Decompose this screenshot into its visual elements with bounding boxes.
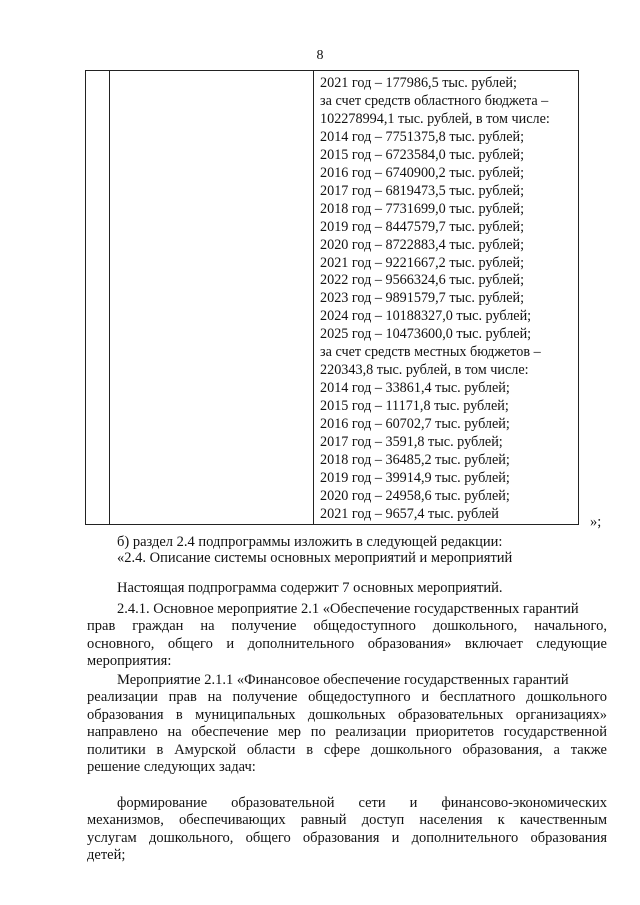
paragraph-line: механизмов, обеспечивающих равный доступ населения к качественным	[87, 812, 607, 829]
funding-line: за счет средств областного бюджета –	[320, 92, 549, 109]
funding-line: 2015 год – 11171,8 тыс. рублей;	[320, 398, 509, 415]
paragraph-tasks	[87, 795, 607, 865]
paragraph-main-event-2-4-1	[87, 601, 607, 671]
funding-line: 2020 год – 24958,6 тыс. рублей;	[320, 487, 510, 504]
table-cell-number	[86, 71, 110, 525]
paragraph-line: направлено на обеспечение мер по реализации приоритетов государственной	[87, 724, 607, 741]
paragraph-line: мероприятия:	[87, 653, 172, 670]
closing-quote: »;	[590, 514, 602, 530]
funding-line: 2014 год – 33861,4 тыс. рублей;	[320, 380, 510, 397]
paragraph-line: образования в муниципальных дошкольных образовательных организациях»	[87, 706, 607, 723]
funding-line: 2017 год – 6819473,5 тыс. рублей;	[320, 182, 525, 199]
funding-line: 2022 год – 9566324,6 тыс. рублей;	[320, 272, 525, 289]
funding-line: 2024 год – 10188327,0 тыс. рублей;	[320, 308, 532, 325]
funding-line: 2021 год – 9221667,2 тыс. рублей;	[320, 254, 525, 271]
funding-line: 2016 год – 60702,7 тыс. рублей;	[320, 416, 510, 433]
paragraph-line: решение следующих задач:	[87, 759, 256, 776]
funding-line: 2017 год – 3591,8 тыс. рублей;	[320, 434, 503, 451]
paragraph-line: политики в Амурской области в сфере дошкольного образования, а также	[87, 741, 607, 758]
paragraph-line: формирование образовательной сети и финансово-экономических	[117, 795, 607, 811]
edit-instruction: б) раздел 2.4 подпрограммы изложить в следующей редакции:	[117, 534, 503, 550]
paragraph-line: реализации прав на получение общедоступного и бесплатного дошкольного	[87, 689, 607, 706]
funding-line: 2019 год – 8447579,7 тыс. рублей;	[320, 218, 525, 235]
funding-line: 2020 год – 8722883,4 тыс. рублей;	[320, 236, 525, 253]
funding-line: 2023 год – 9891579,7 тыс. рублей;	[320, 290, 525, 307]
funding-line: 2015 год – 6723584,0 тыс. рублей;	[320, 146, 525, 163]
page-number: 8	[316, 48, 324, 63]
funding-line: 2014 год – 7751375,8 тыс. рублей;	[320, 128, 525, 145]
paragraph-line: услугам дошкольного, общего образования и дополнительного образования	[87, 829, 607, 846]
paragraph-line: основного, общего и дополнительного образования» включает следующие	[87, 635, 607, 652]
funding-line: 2025 год – 10473600,0 тыс. рублей;	[320, 326, 532, 343]
funding-line: за счет средств местных бюджетов –	[320, 344, 541, 361]
funding-line: 2021 год – 177986,5 тыс. рублей;	[320, 75, 517, 91]
funding-line: 2018 год – 36485,2 тыс. рублей;	[320, 452, 510, 469]
funding-line: 2021 год – 9657,4 тыс. рублей	[320, 505, 499, 522]
funding-table	[85, 70, 579, 525]
paragraph-event-2-1-1	[87, 672, 607, 776]
funding-line: 2019 год – 39914,9 тыс. рублей;	[320, 469, 510, 486]
funding-line: 102278994,1 тыс. рублей, в том числе:	[320, 110, 550, 127]
table-cell-funding	[314, 71, 579, 525]
table-row	[86, 71, 579, 525]
table-cell-parameter	[110, 71, 314, 525]
paragraph-line: Мероприятие 2.1.1 «Финансовое обеспечение государственных гарантий	[117, 672, 569, 688]
funding-line: 220343,8 тыс. рублей, в том числе:	[320, 362, 529, 379]
paragraph-intro: Настоящая подпрограмма содержит 7 основных мероприятий.	[117, 580, 503, 596]
paragraph-line: прав граждан на получение общедоступного дошкольного, начального,	[87, 618, 607, 635]
paragraph-line: 2.4.1. Основное мероприятие 2.1 «Обеспечение государственных гарантий	[117, 601, 579, 617]
funding-line: 2016 год – 6740900,2 тыс. рублей;	[320, 164, 525, 181]
funding-line: 2018 год – 7731699,0 тыс. рублей;	[320, 200, 525, 217]
section-heading: «2.4. Описание системы основных мероприятий и мероприятий	[117, 550, 513, 566]
paragraph-line: детей;	[87, 847, 126, 864]
